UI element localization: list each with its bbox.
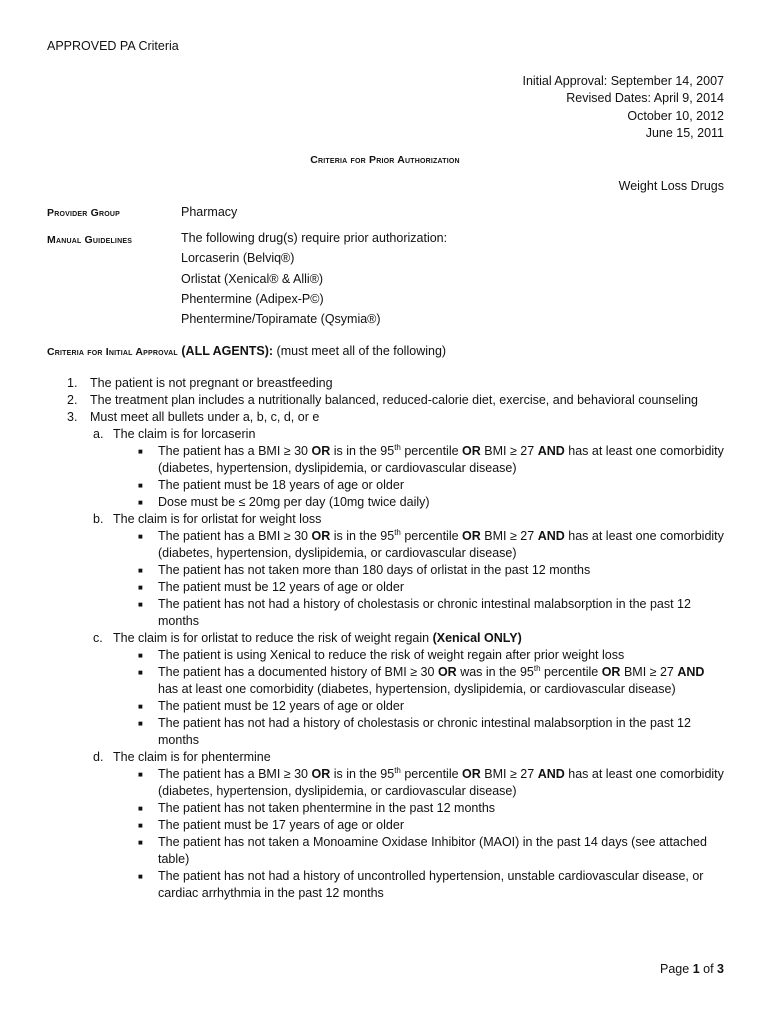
bullet-item: ■ Dose must be ≤ 20mg per day (10mg twice daily) (138, 495, 430, 509)
approval-dates (522, 73, 724, 142)
bullet-item: ■ The patient must be 17 years of age or older (138, 818, 404, 832)
list-item: 3. Must meet all bullets under a, b, c, d, or e a. The claim is for lorcaserin ■ The patient has a BMI ≥ 30 OR is in the 95th percentile OR BMI ≥ 27 AND has at least one comorbidity (diabetes, hypertension, dyslipidemia, or cardiovascular disease) ■ The patient must be 18 years of age or older ■ Dose must be ≤ 20mg per day (10mg twice daily) b. The claim is for orlistat for weight loss ■ The patient has a BMI ≥ 30 OR is in the 95th percentile OR BMI ≥ 27 AND has at least one comorbidity (diabetes, hypertension, dyslipidemia, or cardiovascular disease) ■ The patient has not taken more than 180 days of orlistat in the past 12 months ■ The patient must be 12 years of age or older ■ The patient has not had a history of cholestasis or chronic intestinal malabsorption in the past 12 months c. The claim is for orlistat to reduce the risk of weight regain (Xenical ONLY) ■ The patient is using Xenical to reduce the risk of weight regain after prior weight loss ■ The patient has a documented history of BMI ≥ 30 OR was in the 95th percentile OR BMI ≥ 27 AND has at least one comorbidity (diabetes, hypertension, dyslipidemia, or cardiovascular disease) ■ The patient must be 12 years of age or older ■ The patient has not had a history of cholestasis or chronic intestinal malabsorption in the past 12 months d. The claim is for phentermine ■ The patient has a BMI ≥ 30 OR is in the 95th percentile OR BMI ≥ 27 AND has at least one comorbidity (diabetes, hypertension, dyslipidemia, or cardiovascular disease) ■ The patient has not taken phentermine in the past 12 months ■ The patient must be 17 years of age or older ■ The patient has not taken a Monoamine Oxidase Inhibitor (MAOI) in the past 14 days (see attached table) ■ The patient has not had a history of uncontrolled hypertension, unstable cardiovascular disease, or cardiac arrhythmia in the past 12 months (47, 409, 727, 902)
criterion-text: The patient is not pregnant or breastfeeding (90, 376, 333, 390)
sub-criterion-title: The claim is for phentermine (113, 750, 271, 764)
square-bullet-icon: ■ (138, 498, 143, 507)
revised-date: Revised Dates: April 9, 2014 (566, 91, 724, 106)
criteria-heading-label: Criteria for Initial Approval (47, 346, 178, 358)
criteria-heading (47, 343, 446, 361)
document-header-label: APPROVED PA Criteria (47, 39, 179, 53)
square-bullet-icon: ■ (138, 566, 143, 575)
sub-criterion-title: The claim is for lorcaserin (113, 427, 256, 441)
bullet-item: ■ The patient has a BMI ≥ 30 OR is in the 95th percentile OR BMI ≥ 27 AND has at least one comorbidity (diabetes, hypertension, dyslipidemia, or cardiovascular disease) (138, 527, 724, 560)
criterion-text: The treatment plan includes a nutritionally balanced, reduced-calorie diet, exercise, and behavioral counseling (90, 393, 699, 407)
bullet-item: ■ The patient must be 18 years of age or older (138, 478, 404, 492)
square-bullet-icon: ■ (138, 583, 143, 592)
square-bullet-icon: ■ (138, 481, 143, 490)
bullet-item: ■ The patient must be 12 years of age or older (138, 580, 404, 594)
square-bullet-icon: ■ (138, 770, 143, 779)
list-item: 2. The treatment plan includes a nutritionally balanced, reduced-calorie diet, exercise, and behavioral counseling (67, 393, 699, 407)
square-bullet-icon: ■ (138, 651, 143, 660)
sub-criterion-title: The claim is for orlistat to reduce the risk of weight regain (113, 631, 430, 645)
drug-item: Phentermine/Topiramate (Qsymia®) (181, 312, 381, 327)
revised-date: June 15, 2011 (645, 125, 724, 140)
square-bullet-icon: ■ (138, 702, 143, 711)
bullet-item: ■ The patient has a BMI ≥ 30 OR is in the 95th percentile OR BMI ≥ 27 AND has at least one comorbidity (diabetes, hypertension, dyslipidemia, or cardiovascular disease) (138, 765, 724, 798)
square-bullet-icon: ■ (138, 838, 143, 847)
sub-criterion-a: a. The claim is for lorcaserin ■ The patient has a BMI ≥ 30 OR is in the 95th percentile OR BMI ≥ 27 AND has at least one comorbidity (diabetes, hypertension, dyslipidemia, or cardiovascular disease) ■ The patient must be 18 years of age or older ■ Dose must be ≤ 20mg per day (10mg twice daily) (70, 426, 727, 511)
drug-item: Orlistat (Xenical® & Alli®) (181, 271, 324, 286)
bullet-item: ■ The patient must be 12 years of age or older (138, 699, 404, 713)
bullet-item: ■ The patient has a BMI ≥ 30 OR is in the 95th percentile OR BMI ≥ 27 AND has at least one comorbidity (diabetes, hypertension, dyslipidemia, or cardiovascular disease) (138, 442, 724, 475)
sub-criterion-b: b. The claim is for orlistat for weight loss ■ The patient has a BMI ≥ 30 OR is in the 95th percentile OR BMI ≥ 27 AND has at least one comorbidity (diabetes, hypertension, dyslipidemia, or cardiovascular disease) ■ The patient has not taken more than 180 days of orlistat in the past 12 months ■ The patient must be 12 years of age or older ■ The patient has not had a history of cholestasis or chronic intestinal malabsorption in the past 12 months (70, 511, 727, 630)
bullet-item: ■ The patient is using Xenical to reduce the risk of weight regain after prior weight loss (138, 648, 625, 662)
drug-list-intro: The following drug(s) require prior authorization: (181, 231, 448, 245)
drug-list (181, 228, 447, 329)
square-bullet-icon: ■ (138, 872, 143, 881)
square-bullet-icon: ■ (138, 804, 143, 813)
provider-group-value: Pharmacy (181, 205, 238, 219)
criteria-heading-bold: (ALL AGENTS): (181, 344, 274, 358)
bullet-item: ■ The patient has not had a history of cholestasis or chronic intestinal malabsorption in the past 12 months (138, 597, 691, 628)
drug-item: Lorcaserin (Belviq®) (181, 251, 295, 266)
sub-criterion-c: c. The claim is for orlistat to reduce the risk of weight regain (Xenical ONLY) ■ The patient is using Xenical to reduce the risk of weight regain after prior weight loss ■ The patient has a documented history of BMI ≥ 30 OR was in the 95th percentile OR BMI ≥ 27 AND has at least one comorbidity (diabetes, hypertension, dyslipidemia, or cardiovascular disease) ■ The patient must be 12 years of age or older ■ The patient has not had a history of cholestasis or chronic intestinal malabsorption in the past 12 months (70, 630, 727, 749)
bullet-item: ■ The patient has not taken a Monoamine Oxidase Inhibitor (MAOI) in the past 14 days (see attached table) (138, 835, 707, 866)
provider-group-label: Provider Group (47, 207, 121, 219)
list-item: 1. The patient is not pregnant or breastfeeding (67, 376, 333, 390)
document-subtitle: Weight Loss Drugs (618, 179, 724, 193)
revised-date: October 10, 2012 (627, 108, 724, 123)
drug-item: Phentermine (Adipex-P©) (181, 291, 324, 306)
bullet-item: ■ The patient has not taken more than 180 days of orlistat in the past 12 months (138, 563, 591, 577)
criteria-heading-note: (must meet all of the following) (276, 344, 447, 358)
document-title: Criteria for Prior Authorization (310, 154, 460, 166)
square-bullet-icon: ■ (138, 719, 143, 728)
bullet-item: ■ The patient has not had a history of cholestasis or chronic intestinal malabsorption in the past 12 months (138, 716, 691, 747)
criterion-text: Must meet all bullets under a, b, c, d, or e (90, 410, 320, 424)
bullet-item: ■ The patient has not had a history of uncontrolled hypertension, unstable cardiovascular disease, or cardiac arrhythmia in the past 12 months (138, 869, 704, 900)
manual-guidelines-label: Manual Guidelines (47, 234, 133, 246)
sub-criterion-title: The claim is for orlistat for weight loss (113, 512, 322, 526)
square-bullet-icon: ■ (138, 821, 143, 830)
bullet-item: ■ The patient has not taken phentermine in the past 12 months (138, 801, 496, 815)
bullet-item: ■ The patient has a documented history of BMI ≥ 30 OR was in the 95th percentile OR BMI ≥ 27 AND has at least one comorbidity (diabetes, hypertension, dyslipidemia, or cardiovascular disease) (138, 663, 705, 696)
square-bullet-icon: ■ (138, 532, 143, 541)
square-bullet-icon: ■ (138, 600, 143, 609)
square-bullet-icon: ■ (138, 447, 143, 456)
page-number: Page 1 of 3 (660, 962, 724, 976)
criteria-list (47, 375, 727, 902)
sub-criterion-d: d. The claim is for phentermine ■ The patient has a BMI ≥ 30 OR is in the 95th percentile OR BMI ≥ 27 AND has at least one comorbidity (diabetes, hypertension, dyslipidemia, or cardiovascular disease) ■ The patient has not taken phentermine in the past 12 months ■ The patient must be 17 years of age or older ■ The patient has not taken a Monoamine Oxidase Inhibitor (MAOI) in the past 14 days (see attached table) ■ The patient has not had a history of uncontrolled hypertension, unstable cardiovascular disease, or cardiac arrhythmia in the past 12 months (70, 749, 727, 902)
initial-approval-date: Initial Approval: September 14, 2007 (522, 74, 724, 88)
square-bullet-icon: ■ (138, 668, 143, 677)
